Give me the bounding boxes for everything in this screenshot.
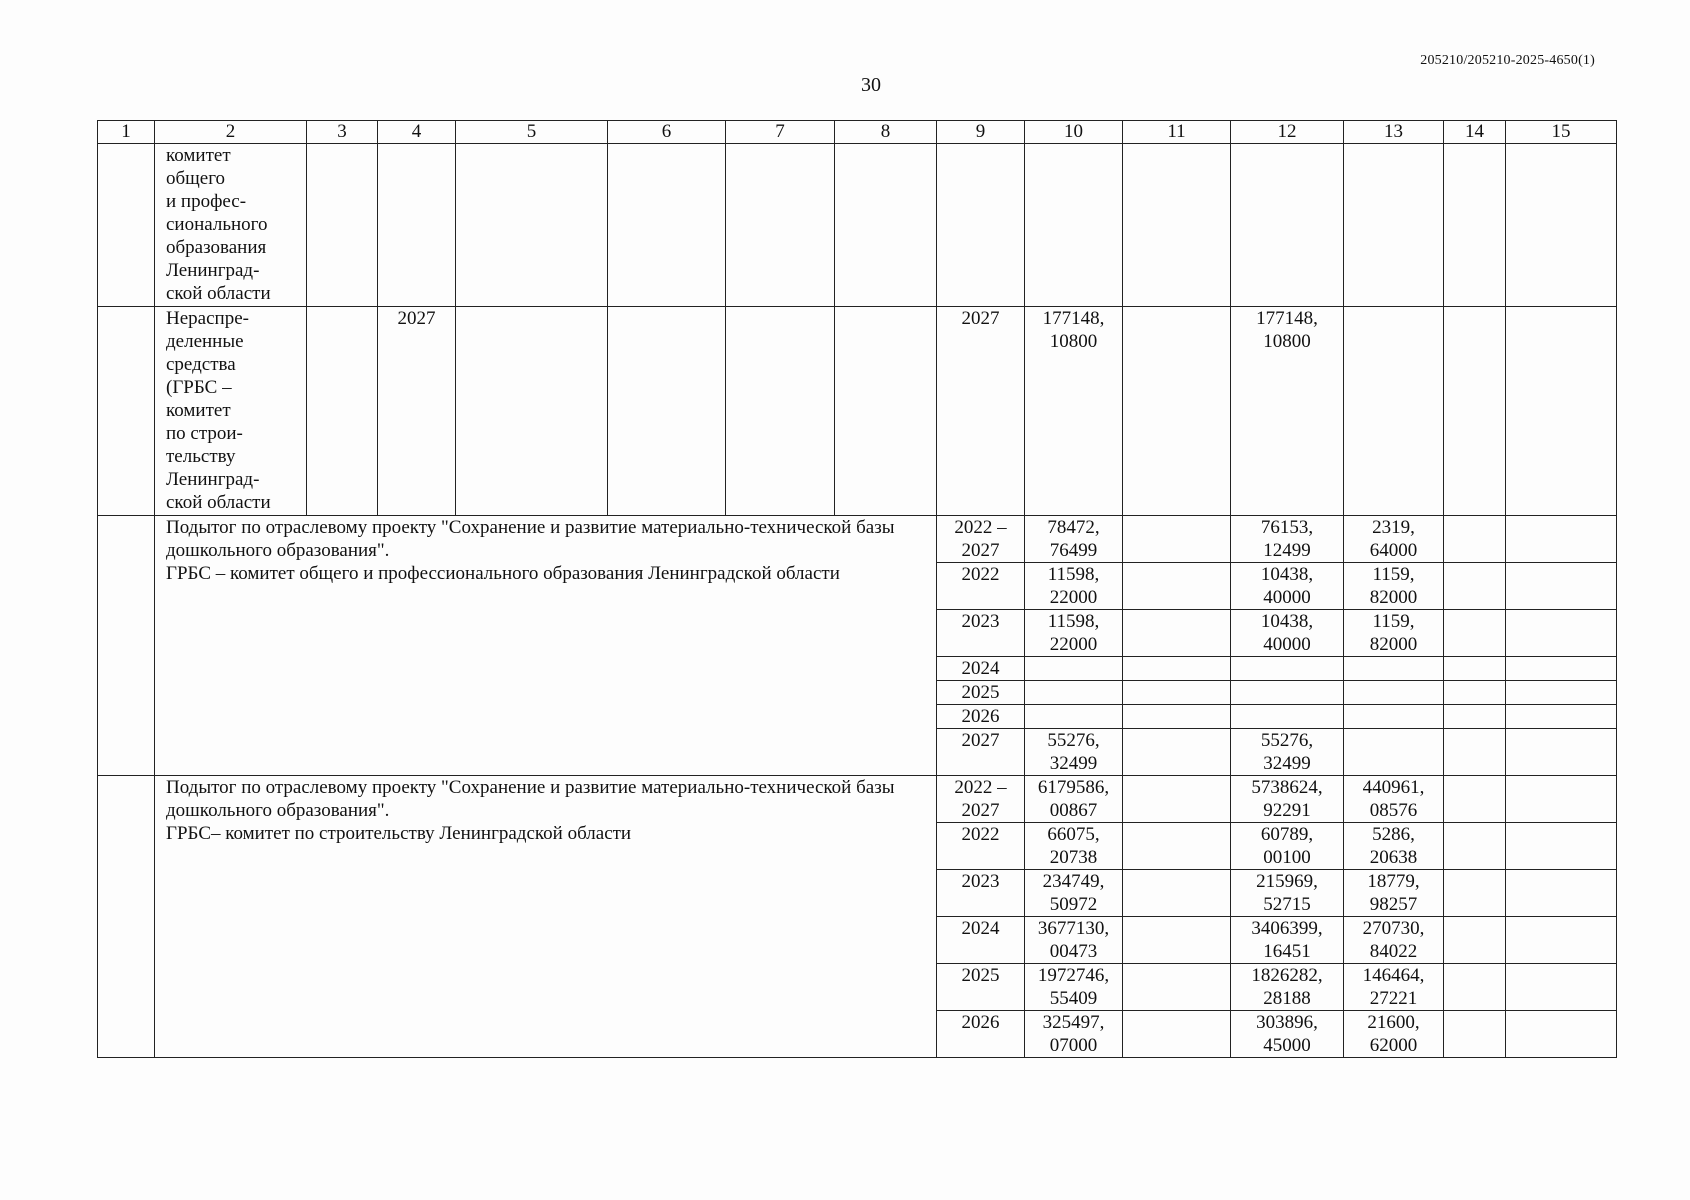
- column-header: 11: [1123, 121, 1231, 144]
- value-cell: 78472, 76499: [1025, 516, 1123, 563]
- value-cell: 18779, 98257: [1344, 870, 1444, 917]
- table-cell: 2027: [378, 307, 456, 516]
- year-cell: 2022: [937, 823, 1025, 870]
- value-cell: 215969, 52715: [1231, 870, 1344, 917]
- document-id: 205210/205210-2025-4650(1): [1420, 53, 1595, 68]
- value-cell: 146464, 27221: [1344, 964, 1444, 1011]
- column-header: 5: [456, 121, 608, 144]
- unallocated-name-cell: Нераспре- деленные средства (ГРБС – комитет по строи- тельству Ленинград- ской области: [155, 307, 307, 516]
- table-row: [98, 516, 1617, 563]
- table-row: [98, 776, 1617, 823]
- value-cell: 5286, 20638: [1344, 823, 1444, 870]
- committee-name-cell: комитет общего и профес- сионального образования Ленинград- ской области: [155, 144, 307, 307]
- year-cell: 2027: [937, 307, 1025, 516]
- table-row: [98, 307, 1617, 516]
- value-cell: 303896, 45000: [1231, 1011, 1344, 1058]
- value-cell: 270730, 84022: [1344, 917, 1444, 964]
- value-cell: 1159, 82000: [1344, 610, 1444, 657]
- budget-table: [97, 120, 1617, 1058]
- header-row: [98, 121, 1617, 144]
- column-header: 15: [1506, 121, 1617, 144]
- year-cell: 2022 – 2027: [937, 776, 1025, 823]
- page-number: 30: [861, 74, 881, 96]
- year-cell: 2024: [937, 657, 1025, 681]
- column-header: 3: [307, 121, 378, 144]
- value-cell: 55276, 32499: [1231, 729, 1344, 776]
- value-cell: 1972746, 55409: [1025, 964, 1123, 1011]
- column-header: 2: [155, 121, 307, 144]
- column-header: 12: [1231, 121, 1344, 144]
- year-cell: 2023: [937, 870, 1025, 917]
- year-cell: 2022 – 2027: [937, 516, 1025, 563]
- subtotal-title: Подытог по отраслевому проекту "Сохранение и развитие материально-технической базы дошкольного образования". ГРБС – комитет общего и профессионального образования Ленинградской области: [155, 516, 937, 776]
- value-cell: 2319, 64000: [1344, 516, 1444, 563]
- value-cell: 11598, 22000: [1025, 563, 1123, 610]
- value-cell: 76153, 12499: [1231, 516, 1344, 563]
- value-cell: 177148, 10800: [1231, 307, 1344, 516]
- value-cell: 440961, 08576: [1344, 776, 1444, 823]
- value-cell: 10438, 40000: [1231, 563, 1344, 610]
- column-header: 8: [835, 121, 937, 144]
- year-cell: 2027: [937, 729, 1025, 776]
- value-cell: 11598, 22000: [1025, 610, 1123, 657]
- value-cell: 5738624, 92291: [1231, 776, 1344, 823]
- column-header: 9: [937, 121, 1025, 144]
- value-cell: 234749, 50972: [1025, 870, 1123, 917]
- value-cell: 60789, 00100: [1231, 823, 1344, 870]
- value-cell: 1826282, 28188: [1231, 964, 1344, 1011]
- column-header: 1: [98, 121, 155, 144]
- column-header: 4: [378, 121, 456, 144]
- year-cell: 2026: [937, 705, 1025, 729]
- year-cell: 2025: [937, 964, 1025, 1011]
- value-cell: 3677130, 00473: [1025, 917, 1123, 964]
- year-cell: 2023: [937, 610, 1025, 657]
- column-header: 10: [1025, 121, 1123, 144]
- value-cell: 55276, 32499: [1025, 729, 1123, 776]
- value-cell: 177148, 10800: [1025, 307, 1123, 516]
- column-header: 13: [1344, 121, 1444, 144]
- column-header: 14: [1444, 121, 1506, 144]
- value-cell: 325497, 07000: [1025, 1011, 1123, 1058]
- value-cell: 66075, 20738: [1025, 823, 1123, 870]
- value-cell: 3406399, 16451: [1231, 917, 1344, 964]
- year-cell: 2026: [937, 1011, 1025, 1058]
- value-cell: 21600, 62000: [1344, 1011, 1444, 1058]
- year-cell: 2022: [937, 563, 1025, 610]
- year-cell: 2024: [937, 917, 1025, 964]
- column-header: 7: [726, 121, 835, 144]
- year-cell: 2025: [937, 681, 1025, 705]
- column-header: 6: [608, 121, 726, 144]
- subtotal-title: Подытог по отраслевому проекту "Сохранение и развитие материально-технической базы дошкольного образования". ГРБС– комитет по строительству Ленинградской области: [155, 776, 937, 1058]
- value-cell: 10438, 40000: [1231, 610, 1344, 657]
- table-row: [98, 144, 1617, 307]
- value-cell: 6179586, 00867: [1025, 776, 1123, 823]
- value-cell: 1159, 82000: [1344, 563, 1444, 610]
